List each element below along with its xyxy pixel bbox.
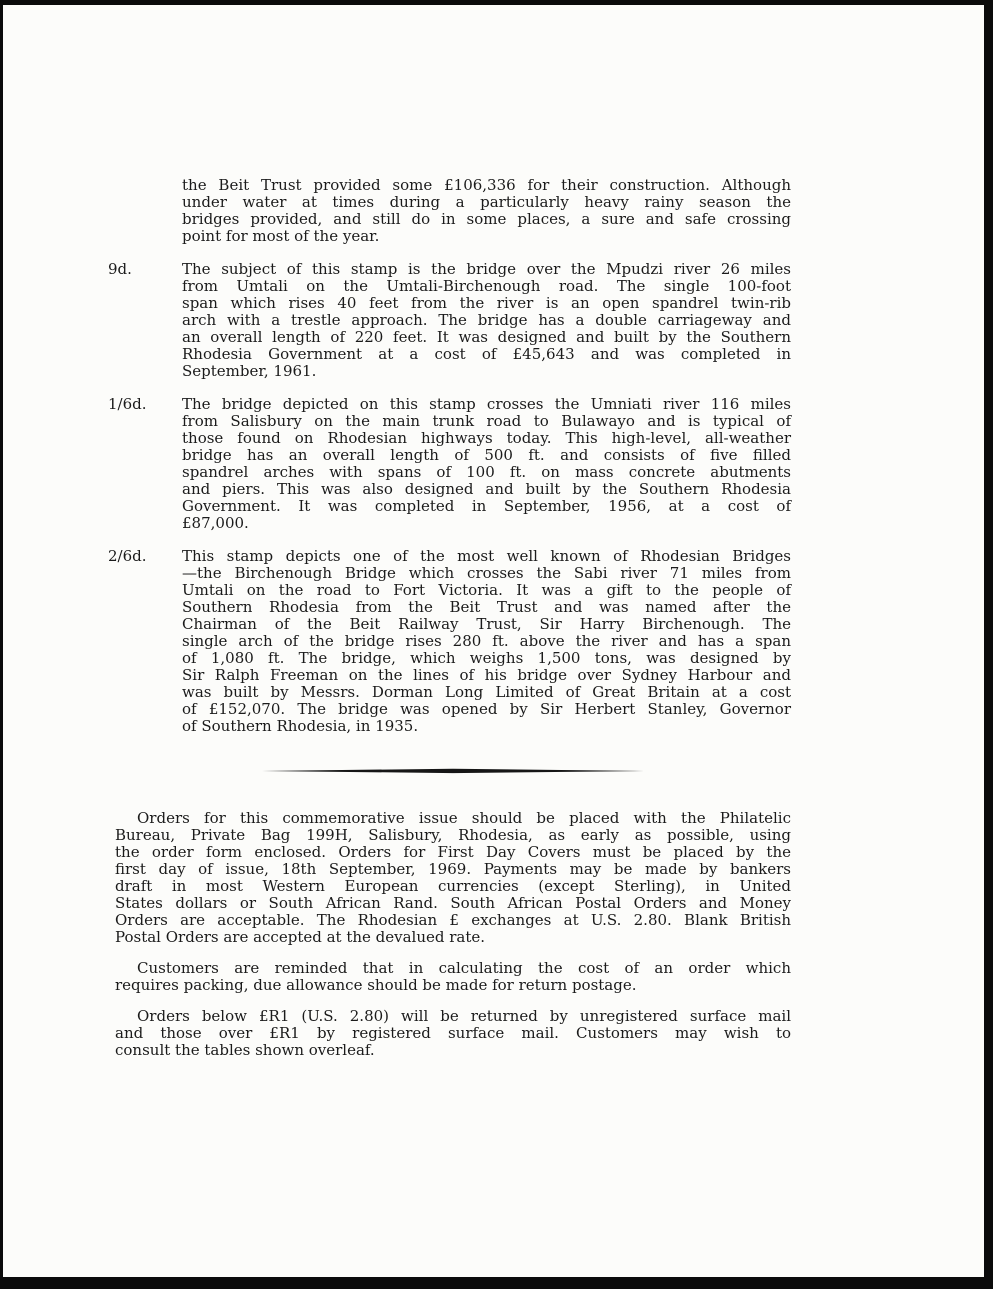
paragraph-lines <box>182 548 791 735</box>
paragraph-lines <box>115 810 791 946</box>
text-line: Umtali on the road to Fort Victoria. It was a gift to the people of <box>182 581 791 599</box>
text-line: £87,000. <box>182 514 249 532</box>
paragraph-lines <box>182 261 791 380</box>
text-line: the order form enclosed. Orders for First Day Covers must be placed by the <box>115 843 791 861</box>
text-line: This stamp depicts one of the most well known of Rhodesian Bridges <box>182 547 791 565</box>
text-line: draft in most Western European currencies (except Sterling), in United <box>115 877 791 895</box>
text-line: under water at times during a particularly heavy rainy season the <box>182 193 791 211</box>
tapered-rule-icon <box>262 768 644 774</box>
text-line: first day of issue, 18th September, 1969. Payments may be made by bankers <box>115 860 791 878</box>
paragraph-packing-note <box>115 960 791 994</box>
text-line: of 1,080 ft. The bridge, which weighs 1,500 tons, was designed by <box>182 649 791 667</box>
text-line: point for most of the year. <box>182 227 380 245</box>
text-line: Postal Orders are accepted at the devalued rate. <box>115 928 486 946</box>
text-line: Southern Rhodesia from the Beit Trust and was named after the <box>182 598 791 616</box>
page-content <box>3 5 984 1059</box>
text-line: and piers. This was also designed and built by the Southern Rhodesia <box>182 480 791 498</box>
text-line: those found on Rhodesian highways today. This high-level, all-weather <box>182 429 791 447</box>
text-line: bridges provided, and still do in some places, a sure and safe crossing <box>182 210 791 228</box>
text-line: of Southern Rhodesia, in 1935. <box>182 717 419 735</box>
paragraph-lines <box>115 1008 791 1059</box>
denomination-label-1-6d: 1/6d. <box>108 395 147 413</box>
text-line: Chairman of the Beit Railway Trust, Sir Harry Birchenough. The <box>182 615 791 633</box>
denomination-label-2-6d: 2/6d. <box>108 547 147 565</box>
text-line: span which rises 40 feet from the river is an open spandrel twin-rib <box>182 294 791 312</box>
text-line: The bridge depicted on this stamp crosses the Umniati river 116 miles <box>182 395 791 413</box>
text-line: from Salisbury on the main trunk road to Bulawayo and is typical of <box>182 412 791 430</box>
text-line: Government. It was completed in September, 1956, at a cost of <box>182 497 791 515</box>
denomination-label-9d: 9d. <box>108 260 132 278</box>
paragraph-return-mail-note <box>115 1008 791 1059</box>
text-line: an overall length of 220 feet. It was designed and built by the Southern <box>182 328 791 346</box>
text-line: Orders are acceptable. The Rhodesian £ exchanges at U.S. 2.80. Blank British <box>115 911 791 929</box>
ordering-information-section <box>3 810 984 1059</box>
text-line: and those over £R1 by registered surface mail. Customers may wish to <box>115 1024 791 1042</box>
text-line: single arch of the bridge rises 280 ft. above the river and has a span <box>182 632 791 650</box>
text-line: Bureau, Private Bag 199H, Salisbury, Rhodesia, as early as possible, using <box>115 826 791 844</box>
text-line: of £152,070. The bridge was opened by Sir Herbert Stanley, Governor <box>182 700 791 718</box>
paragraph-stamp-2-6d <box>108 548 791 735</box>
paragraph-stamp-9d <box>108 261 791 380</box>
text-line: Sir Ralph Freeman on the lines of his bridge over Sydney Harbour and <box>182 666 791 684</box>
text-line: spandrel arches with spans of 100 ft. on mass concrete abutments <box>182 463 791 481</box>
paragraph-lines <box>115 960 791 994</box>
text-line: was built by Messrs. Dorman Long Limited of Great Britain at a cost <box>182 683 791 701</box>
text-line: requires packing, due allowance should be made for return postage. <box>115 976 637 994</box>
text-line: September, 1961. <box>182 362 317 380</box>
text-line: bridge has an overall length of 500 ft. and consists of five filled <box>182 446 791 464</box>
text-line: the Beit Trust provided some £106,336 for their construction. Although <box>182 176 791 194</box>
text-line: States dollars or South African Rand. South African Postal Orders and Money <box>115 894 791 912</box>
text-line: Orders for this commemorative issue should be placed with the Philatelic <box>137 809 791 827</box>
text-line: from Umtali on the Umtali-Birchenough road. The single 100-foot <box>182 277 791 295</box>
text-line: consult the tables shown overleaf. <box>115 1041 375 1059</box>
section-divider <box>115 759 791 765</box>
paragraph-lines <box>182 396 791 532</box>
text-line: Orders below £R1 (U.S. 2.80) will be returned by unregistered surface mail <box>137 1007 791 1025</box>
text-line: The subject of this stamp is the bridge over the Mpudzi river 26 miles <box>182 260 791 278</box>
text-line: arch with a trestle approach. The bridge has a double carriageway and <box>182 311 791 329</box>
text-line: Customers are reminded that in calculating the cost of an order which <box>137 959 791 977</box>
paragraph-beit-trust-continuation <box>182 177 791 245</box>
paragraph-lines <box>182 177 791 245</box>
paragraph-ordering-instructions <box>115 810 791 946</box>
text-line: Rhodesia Government at a cost of £45,643 and was completed in <box>182 345 791 363</box>
paragraph-stamp-1-6d <box>108 396 791 532</box>
text-line: —the Birchenough Bridge which crosses the Sabi river 71 miles from <box>182 564 791 582</box>
